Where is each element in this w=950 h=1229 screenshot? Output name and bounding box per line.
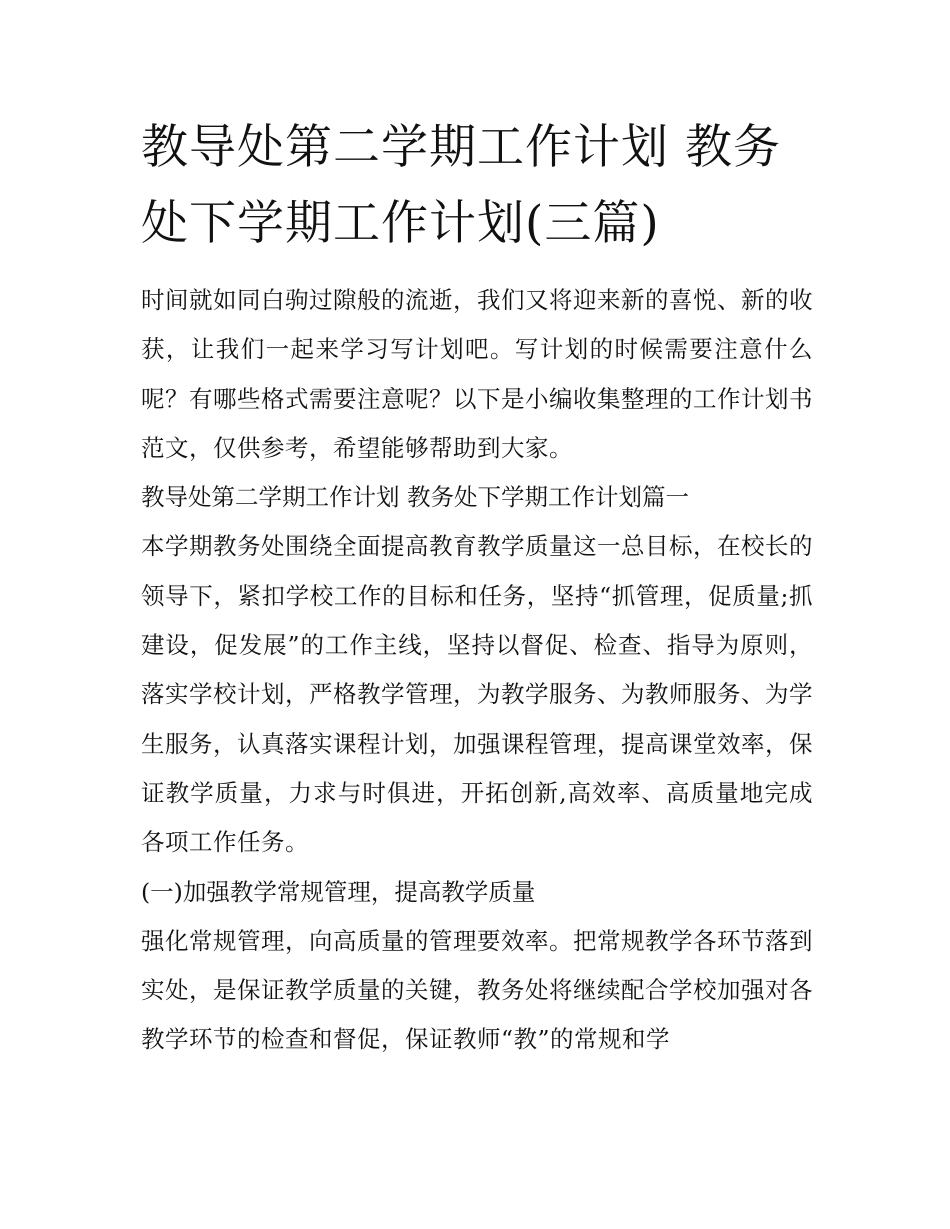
document-title: 教导处第二学期工作计划 教务处下学期工作计划(三篇)	[141, 120, 781, 251]
document-body	[141, 110, 813, 1065]
intro-paragraph: 时间就如同白驹过隙般的流逝，我们又将迎来新的喜悦、新的收获，让我们一起来学习写计划吧。写计划的时候需要注意什么呢？有哪些格式需要注意呢？以下是小编收集整理的工作计划书范文，仅供参考，希望能够帮助到大家。	[141, 286, 813, 462]
subsection-heading: (一)加强教学常规管理，提高教学质量	[141, 877, 536, 906]
section-paragraph: 本学期教务处围绕全面提高教育教学质量这一总目标，在校长的领导下，紧扣学校工作的目标和任务，坚持“抓管理，促质量;抓建设，促发展”的工作主线，坚持以督促、检查、指导为原则，落实学校计划，严格教学管理，为教学服务、为教师服务、为学生服务，认真落实课程计划，加强课程管理，提高课堂效率，保证教学质量，力求与时俱进，开拓创新,高效率、高质量地完成各项工作任务。	[141, 532, 813, 857]
subsection-paragraph: 强化常规管理，向高质量的管理要效率。把常规教学各环节落到实处，是保证教学质量的关键，教务处将继续配合学校加强对各教学环节的检查和督促，保证教师“教”的常规和学	[141, 926, 813, 1054]
section-heading: 教导处第二学期工作计划 教务处下学期工作计划篇一	[141, 483, 689, 512]
